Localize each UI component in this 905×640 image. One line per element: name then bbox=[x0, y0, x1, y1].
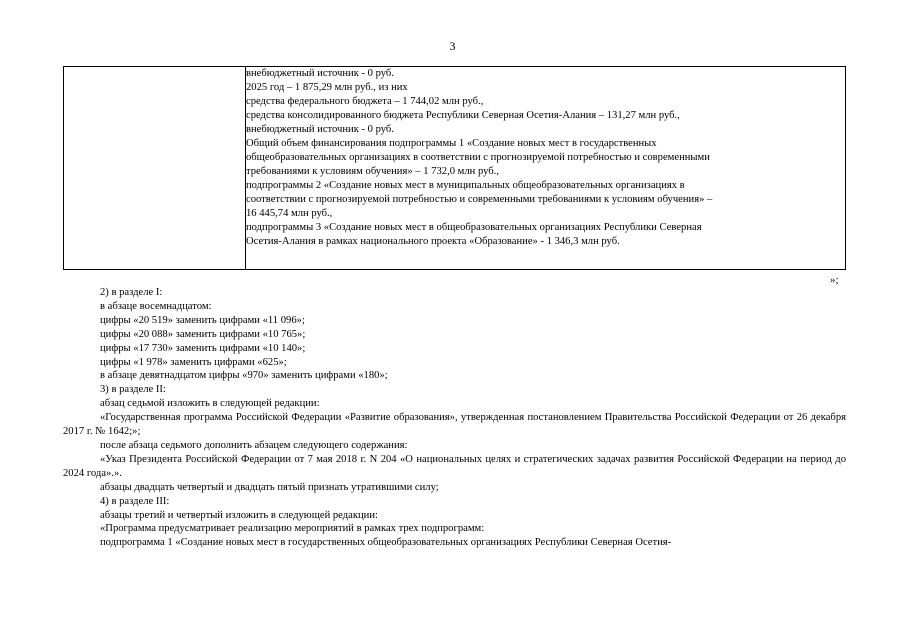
paragraph: «Программа предусматривает реализацию мероприятий в рамках трех подпрограмм: bbox=[100, 523, 485, 535]
paragraph: после абзаца седьмого дополнить абзацем следующего содержания: bbox=[100, 439, 408, 451]
table-cell-line: общеобразовательных организациях в соответствии с прогнозируемой потребностью и современными bbox=[246, 152, 710, 163]
table-cell-line: 2025 год – 1 875,29 млн руб., из них bbox=[246, 82, 408, 93]
table-cell-line: средства консолидированного бюджета Республики Северная Осетия-Алания – 131,27 млн руб., bbox=[246, 110, 680, 121]
closing-quote: »; bbox=[830, 274, 839, 286]
table-cell-line: внебюджетный источник - 0 руб. bbox=[246, 68, 394, 79]
table-right-cell bbox=[246, 67, 846, 270]
table-cell-line: подпрограммы 2 «Создание новых мест в муниципальных общеобразовательных организациях в bbox=[246, 180, 685, 191]
paragraph: абзац седьмой изложить в следующей редакции: bbox=[100, 398, 320, 410]
paragraph: в абзаце восемнадцатом: bbox=[100, 300, 212, 312]
paragraph: в абзаце девятнадцатом цифры «970» заменить цифрами «180»; bbox=[100, 370, 388, 382]
paragraph: «Государственная программа Российской Федерации «Развитие образования», утвержденная постановлением Правительства Российской Федерации от 26 декабря 2017 г. № 1642;»; bbox=[63, 412, 846, 438]
table-cell-line: внебюджетный источник - 0 руб. bbox=[246, 124, 394, 135]
paragraph: 3) в разделе II: bbox=[100, 384, 166, 396]
page-number: 3 bbox=[449, 39, 456, 53]
table-cell-line: подпрограммы 3 «Создание новых мест в общеобразовательных организациях Республики Северная bbox=[246, 222, 702, 233]
table-cell-line: Осетия-Алания в рамках национального проекта «Образование» - 1 346,3 млн руб. bbox=[246, 236, 620, 247]
paragraph: цифры «20 088» заменить цифрами «10 765»; bbox=[100, 328, 306, 340]
table-left-cell bbox=[64, 67, 246, 270]
paragraph: цифры «17 730» заменить цифрами «10 140»; bbox=[100, 342, 306, 354]
paragraph: абзацы третий и четвертый изложить в следующей редакции: bbox=[100, 509, 378, 521]
table-cell-line: Общий объем финансирования подпрограммы 1 «Создание новых мест в государственных bbox=[246, 138, 657, 149]
paragraph: цифры «20 519» заменить цифрами «11 096»; bbox=[100, 314, 305, 326]
table-cell-line: 16 445,74 млн руб., bbox=[246, 208, 333, 219]
financing-table bbox=[63, 66, 846, 270]
document-body bbox=[63, 286, 846, 550]
paragraph: подпрограмма 1 «Создание новых мест в государственных общеобразовательных организациях Республики Северная Осетия- bbox=[100, 537, 672, 549]
paragraph: цифры «1 978» заменить цифрами «625»; bbox=[100, 356, 287, 368]
paragraph: 4) в разделе III: bbox=[100, 495, 170, 507]
paragraph: «Указ Президента Российской Федерации от 7 мая 2018 г. N 204 «О национальных целях и стратегических задачах развития Российской Федерации на период до 2024 года».». bbox=[63, 453, 846, 479]
paragraph: 2) в разделе I: bbox=[100, 287, 163, 298]
table-row bbox=[64, 67, 846, 270]
table-cell-line: средства федерального бюджета – 1 744,02 млн руб., bbox=[246, 96, 484, 107]
paragraph: абзацы двадцать четвертый и двадцать пятый признать утратившими силу; bbox=[100, 481, 439, 493]
table-cell-line: требованиями к условиям обучения» – 1 732,0 млн руб., bbox=[246, 166, 499, 177]
table-cell-line: соответствии с прогнозируемой потребностью и современными требованиями к условиям обучения» – bbox=[246, 194, 713, 205]
